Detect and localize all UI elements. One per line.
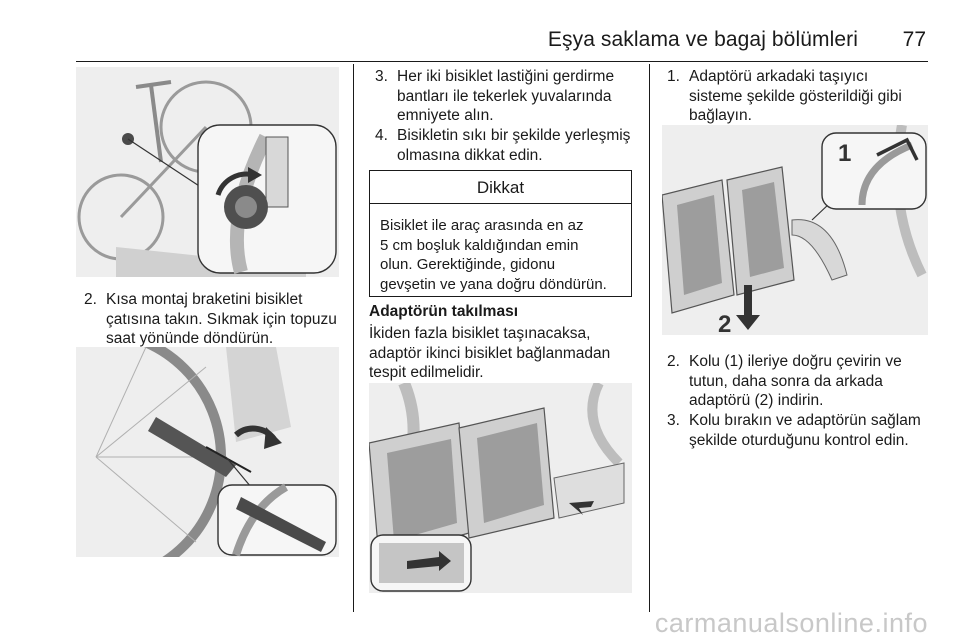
step-number: 1. [667,68,680,85]
step-number: 2. [84,291,97,308]
step-text-line: sisteme şekilde gösterildiği gibi [689,87,902,105]
step-text-line: saat yönünde döndürün. [106,330,274,347]
column-divider-left [353,64,354,612]
adapter-paragraph [369,324,639,383]
step-text-line: Kısa montaj braketini bisiklet [106,291,303,308]
callout-1: 1 [838,140,852,167]
step-text-line: adaptörü (2) indirin. [689,392,824,409]
step-text-line: tutun, daha sonra da arkada [689,372,883,390]
step-text-line: emniyete alın. [397,107,494,124]
page-header [76,22,928,62]
step-number: 3. [667,412,680,429]
figure-adapter-install [369,383,632,593]
paragraph-line: tespit edilmelidir. [369,364,484,381]
step-text-line: Adaptörü arkadaki taşıyıcı [689,68,869,85]
figure-wheel-strap [76,347,339,557]
section-title: Eşya saklama ve bagaj bölümleri [547,28,858,51]
callout-2: 2 [718,311,732,335]
step-number: 2. [667,353,680,370]
step-text-line: bağlayın. [689,107,752,124]
step-text-line: şekilde oturduğunu kontrol edin. [689,431,909,449]
warning-text-line: Bisiklet ile araç arasında en az [380,217,584,234]
figure-lever-release [662,125,928,335]
step-2-mount-bracket [84,290,346,350]
step-text-line: çatısına takın. Sıkmak için topuzu [106,310,337,328]
step-3-release-lever [667,411,929,451]
step-text-line: Kolu (1) ileriye doğru çevirin ve [689,353,902,370]
paragraph-line: adaptör ikinci bisiklet bağlanmadan [369,344,611,362]
figure-bike-mount-knob [76,67,339,277]
step-text-line: bantları ile tekerlek yuvalarında [397,87,612,105]
step-1-connect-adapter [667,67,929,127]
page-number: 77 [902,28,926,51]
step-text-line: Kolu bırakın ve adaptörün sağlam [689,412,921,429]
column-divider-right [649,64,650,612]
step-text-line: Bisikletin sıkı bir şekilde yerleşmiş [397,127,631,144]
section-subheading: Adaptörün takılması [369,303,518,320]
warning-text-line: gevşetin ve yana doğru döndürün. [380,275,607,293]
step-text-line: olmasına dikkat edin. [397,146,543,164]
warning-text-line: 5 cm boşluk kaldığından emin [380,236,579,254]
step-4-check-seating [375,126,643,166]
step-number: 3. [375,68,388,85]
step-number: 4. [375,127,388,144]
warning-title: Dikkat [370,171,631,204]
step-3-tension-straps [375,67,643,127]
warning-body [380,216,628,294]
warning-text-line: olun. Gerektiğinde, gidonu [380,256,556,273]
paragraph-line: İkiden fazla bisiklet taşınacaksa, [369,325,591,342]
step-2-turn-lever [667,352,929,412]
step-text-line: Her iki bisiklet lastiğini gerdirme [397,68,615,85]
warning-box [369,170,632,297]
watermark: carmanualsonline.info [654,608,928,638]
